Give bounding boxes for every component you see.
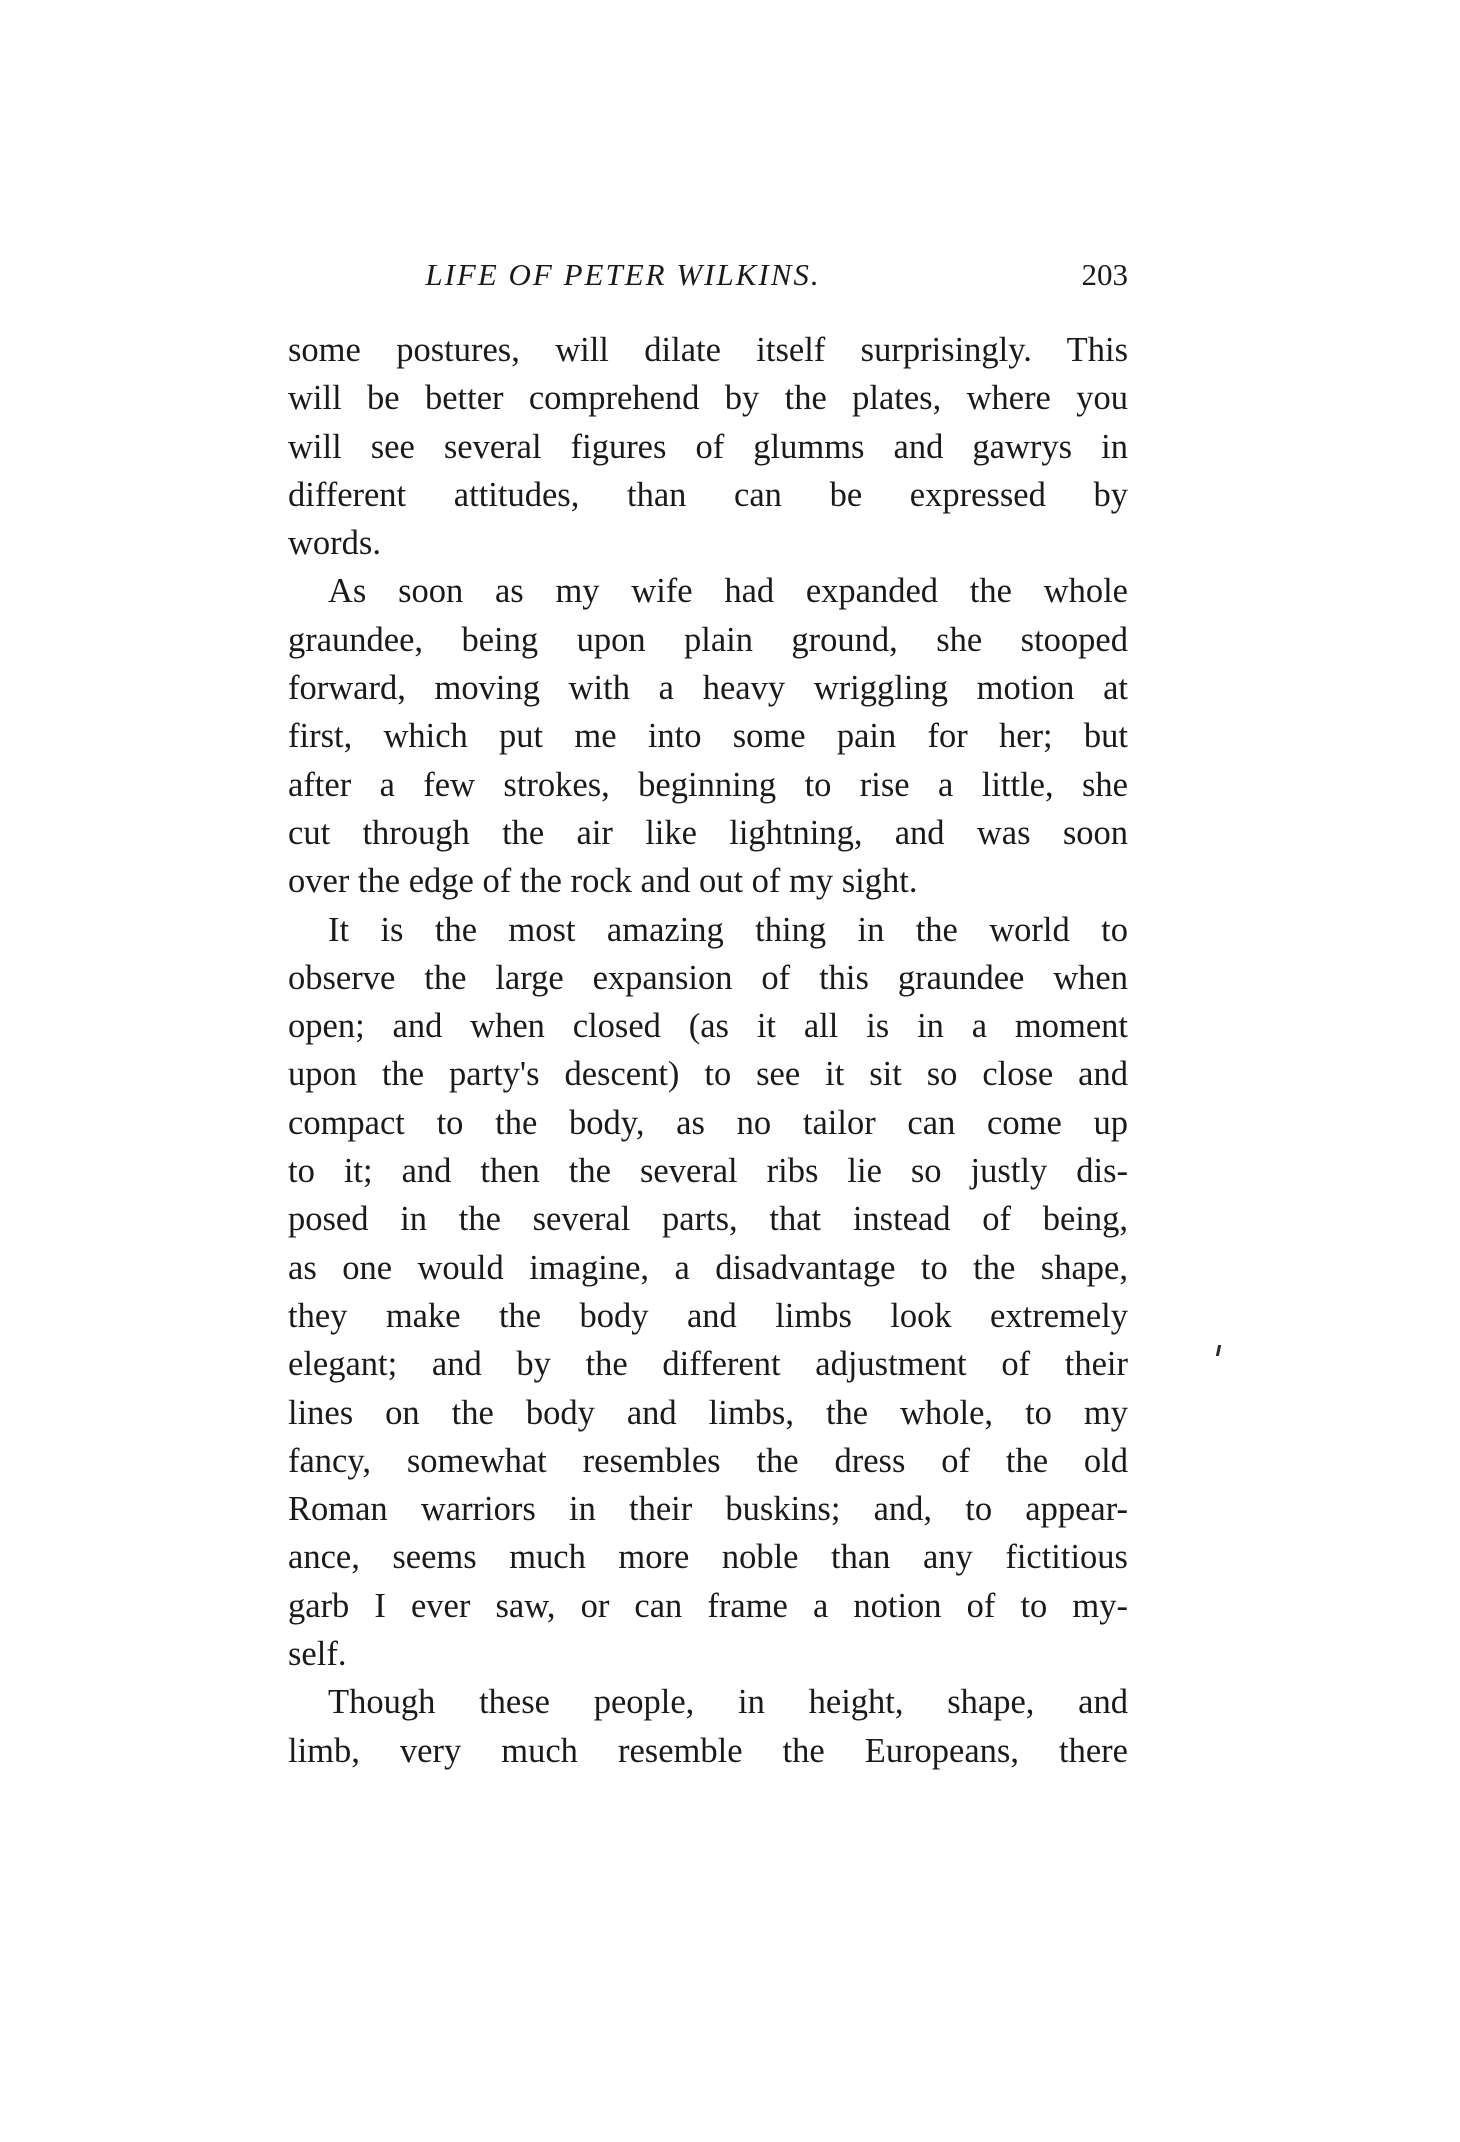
text-line: words.: [288, 524, 381, 563]
running-head: [288, 252, 1128, 298]
text-line: compact to the body, as no tailor can come up: [288, 1103, 1128, 1142]
paragraph-3: [288, 906, 1128, 1679]
text-line: observe the large expansion of this graundee when: [288, 958, 1128, 997]
text-line: ance, seems much more noble than any fictitious: [288, 1538, 1128, 1577]
text-line: forward, moving with a heavy wriggling motion at: [288, 669, 1128, 708]
text-line: It is the most amazing thing in the world to: [328, 910, 1128, 949]
text-line: posed in the several parts, that instead of being,: [288, 1200, 1128, 1239]
paragraph-2: [288, 567, 1128, 905]
text-line: different attitudes, than can be expressed by: [288, 475, 1128, 514]
text-line: Roman warriors in their buskins; and, to appear-: [288, 1490, 1128, 1529]
text-line: upon the party's descent) to see it sit so close and: [288, 1055, 1128, 1094]
text-line: first, which put me into some pain for her; but: [288, 717, 1128, 756]
stray-ink-mark: [1216, 1345, 1221, 1356]
text-line: will be better comprehend by the plates, where you: [288, 379, 1128, 418]
text-line: will see several figures of glumms and gawrys in: [288, 427, 1128, 466]
paragraph-1: [288, 326, 1128, 567]
text-line: As soon as my wife had expanded the whole: [328, 572, 1128, 611]
running-title: LIFE OF PETER WILKINS.: [425, 257, 821, 292]
text-line: they make the body and limbs look extremely: [288, 1296, 1128, 1335]
text-line: limb, very much resemble the Europeans, there: [288, 1731, 1128, 1770]
text-line: Though these people, in height, shape, and: [328, 1683, 1128, 1722]
text-line: elegant; and by the different adjustment of their: [288, 1345, 1128, 1384]
text-line: after a few strokes, beginning to rise a little, she: [288, 765, 1128, 804]
text-line: self.: [288, 1635, 347, 1674]
text-line: over the edge of the rock and out of my sight.: [288, 862, 918, 901]
text-line: fancy, somewhat resembles the dress of the old: [288, 1441, 1128, 1480]
text-line: some postures, will dilate itself surprisingly. This: [288, 331, 1128, 369]
text-line: lines on the body and limbs, the whole, to my: [288, 1393, 1128, 1432]
text-line: graundee, being upon plain ground, she stooped: [288, 620, 1128, 659]
text-line: as one would imagine, a disadvantage to the shape,: [288, 1248, 1128, 1287]
paragraph-4: [288, 1678, 1128, 1775]
text-line: open; and when closed (as it all is in a moment: [288, 1007, 1128, 1046]
text-line: garb I ever saw, or can frame a notion of to my-: [288, 1586, 1128, 1625]
body-text: [288, 326, 1128, 1775]
page-number: 203: [1081, 257, 1128, 292]
text-line: to it; and then the several ribs lie so justly dis-: [288, 1152, 1128, 1191]
text-line: cut through the air like lightning, and was soon: [288, 813, 1128, 852]
